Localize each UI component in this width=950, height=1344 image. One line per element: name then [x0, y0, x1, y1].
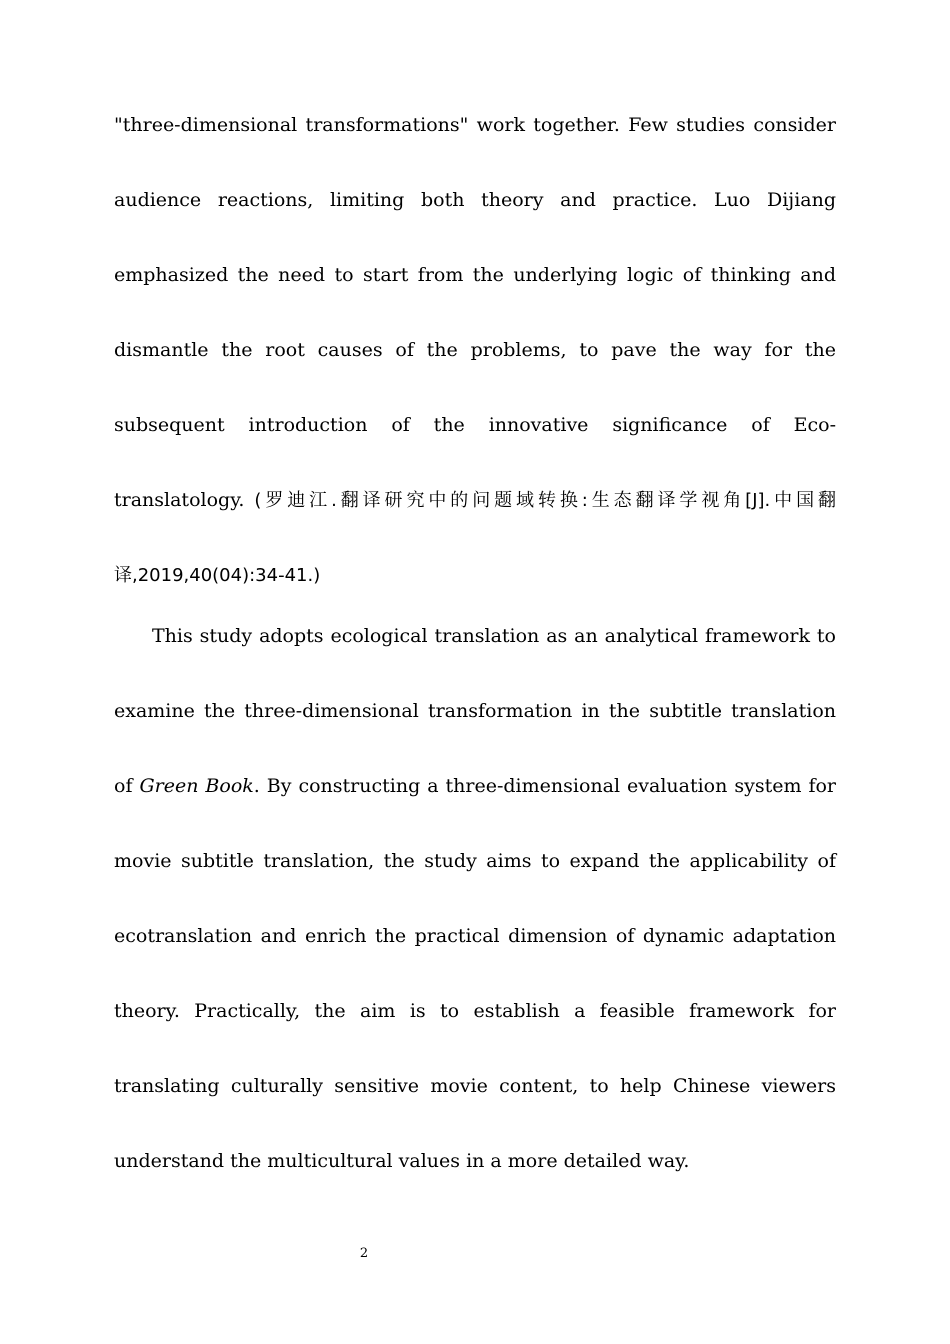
page-number: 2 [359, 1246, 369, 1261]
paragraph-2 [114, 599, 836, 1199]
film-title: Green Book [139, 775, 254, 797]
paragraph-2-text-after-title: . By constructing a three-dimensional evaluation system for movie subtitle translation, the study aims to expand the applicability of ecotranslation and enrich the practical dimension of dynamic adaptation theory. Practically, the aim is to establish a feasible framework for translating culturally sensitive movie content, to help Chinese viewers understand the multicultural values in a more detailed way. [114, 775, 836, 1172]
paragraph-1 [114, 88, 836, 613]
paragraph-2-text-before-title: This study adopts ecological translation as an analytical framework to examine the three-dimensional transformation in the subtitle translation of [114, 625, 836, 797]
paragraph-1-citation: (罗迪江.翻译研究中的问题域转换:生态翻译学视角[J].中国翻译,2019,40(04):34-41.) [114, 490, 836, 586]
paragraph-1-text: "three-dimensional transformations" work together. Few studies consider audience reactions, limiting both theory and practice. Luo Dijiang emphasized the need to start from the underlying logic of thinking and dismantle the root causes of the problems, to pave the way for the subsequent introduction of the innovative significance of Eco-translatology. [114, 114, 836, 511]
document-page [114, 88, 836, 1199]
